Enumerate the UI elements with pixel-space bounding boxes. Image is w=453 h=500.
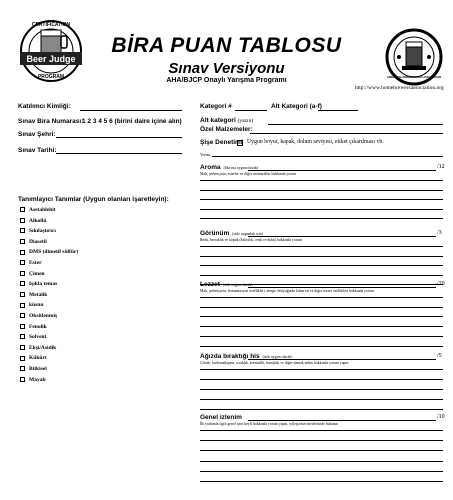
comment-line[interactable] xyxy=(200,450,443,451)
descriptor-checkbox[interactable] xyxy=(20,356,25,361)
special-ingredients-label: Özel Malzemeler: xyxy=(200,126,253,133)
descriptor-checkbox[interactable] xyxy=(20,345,25,350)
descriptor-item[interactable] xyxy=(20,324,47,330)
section-score-line[interactable] xyxy=(248,170,436,171)
descriptor-item[interactable] xyxy=(20,281,57,287)
comment-line[interactable] xyxy=(200,256,443,257)
comment-line[interactable] xyxy=(200,461,443,462)
descriptor-checkbox[interactable] xyxy=(20,260,25,265)
logo-top-text: CERTIFICATION xyxy=(31,22,71,28)
descriptor-label: Asetaldehit xyxy=(29,207,56,213)
comment-line[interactable] xyxy=(200,481,443,482)
exam-date-field[interactable] xyxy=(56,153,182,154)
descriptor-checkbox[interactable] xyxy=(20,207,25,212)
comment-line[interactable] xyxy=(200,316,443,317)
descriptor-label: Metalik xyxy=(29,291,48,298)
comment-line[interactable] xyxy=(200,218,443,219)
comment-line[interactable] xyxy=(200,379,443,380)
section-score-line[interactable] xyxy=(248,420,436,421)
section-description: Renk, berraklık ve köpük (kalıcılık, renk ve doku) hakkında yorum xyxy=(200,238,302,242)
section-heading: Görünüm (stile uygunluk için) xyxy=(200,230,264,237)
descriptor-item[interactable] xyxy=(20,292,47,298)
exam-city-field[interactable] xyxy=(56,137,182,138)
descriptor-item[interactable] xyxy=(20,249,78,255)
comment-line[interactable] xyxy=(200,369,443,370)
section-score-line[interactable] xyxy=(248,236,436,237)
descriptor-item[interactable] xyxy=(20,313,57,319)
descriptor-checkbox[interactable] xyxy=(20,239,25,244)
comment-line[interactable] xyxy=(200,209,443,210)
comment-line[interactable] xyxy=(200,346,443,347)
comment-line[interactable] xyxy=(200,297,443,298)
section-score-line[interactable] xyxy=(248,287,436,288)
exam-beer-number-options[interactable]: 1 2 3 4 5 6 (birini daire içine alın) xyxy=(82,118,182,125)
subcategory-written-field[interactable] xyxy=(268,124,443,125)
comment-field[interactable] xyxy=(212,156,443,157)
descriptors-title: Tanımlayıcı Tanımlar (Uygun olanları işaretleyin): xyxy=(18,196,169,203)
descriptor-label: Çimen xyxy=(29,270,45,277)
descriptor-item[interactable] xyxy=(20,228,56,234)
section-max-score: /20 xyxy=(437,281,445,287)
comment-line[interactable] xyxy=(200,180,443,181)
section-max-score: /10 xyxy=(437,414,445,420)
comment-label: Yorum xyxy=(200,153,211,157)
comment-line[interactable] xyxy=(200,430,443,431)
section-description: Malt, şerbetçiotu, fermantasyon özellikleri, denge, bitiş/ağızda kalan tat ve diğer lezzet özellikleri hakkında yorum xyxy=(200,289,375,293)
section-max-score: /3 xyxy=(437,230,442,236)
descriptor-label: Alkollü xyxy=(29,217,47,224)
descriptor-item[interactable] xyxy=(20,239,47,245)
comment-line[interactable] xyxy=(200,399,443,400)
comment-line[interactable] xyxy=(200,199,443,200)
comment-line[interactable] xyxy=(200,190,443,191)
category-label: Kategori # xyxy=(200,103,232,110)
special-ingredients-field[interactable] xyxy=(250,133,443,134)
section-max-score: /12 xyxy=(437,164,445,170)
descriptor-label: Solvent xyxy=(29,334,47,341)
section-description: Malt, şerbetçiotu, esterler ve diğer aromatikler hakkında yorum xyxy=(200,172,297,176)
subcategory-written-label: Alt kategori (yazın) xyxy=(200,117,254,124)
bottle-inspection-label: Şişe Denetimi xyxy=(200,139,243,146)
descriptor-checkbox[interactable] xyxy=(20,292,25,297)
section-heading: Lezzet (stile uygun olarak) xyxy=(200,281,253,288)
comment-line[interactable] xyxy=(200,471,443,472)
descriptor-item[interactable] xyxy=(20,345,56,351)
descriptor-item[interactable] xyxy=(20,355,47,361)
comment-line[interactable] xyxy=(200,389,443,390)
program-text: AHA/BJCP Onaylı Yarışma Programı xyxy=(166,77,287,84)
comment-line[interactable] xyxy=(200,409,443,410)
descriptor-label: Fenolik xyxy=(29,323,47,330)
descriptor-item[interactable] xyxy=(20,377,46,383)
exam-city-label: Sınav Şehri: xyxy=(18,131,56,138)
descriptor-checkbox[interactable] xyxy=(20,366,25,371)
bottle-inspection-desc: Uygun boyut, kapak, dolum seviyesi, etiket çıkarılması vb. xyxy=(247,139,384,145)
descriptor-checkbox[interactable] xyxy=(20,250,25,255)
bottle-inspection-checkbox[interactable] xyxy=(237,140,243,146)
descriptor-label: Diasetil xyxy=(29,238,47,245)
comment-line[interactable] xyxy=(200,440,443,441)
descriptor-checkbox[interactable] xyxy=(20,228,25,233)
descriptor-checkbox[interactable] xyxy=(20,377,25,382)
category-field[interactable] xyxy=(235,110,267,111)
section-heading: Ağızda bıraktığı his (stile uygun olarak) xyxy=(200,353,293,360)
logo-banner-text: Beer Judge xyxy=(26,54,76,64)
descriptor-item[interactable] xyxy=(20,218,46,224)
descriptor-checkbox[interactable] xyxy=(20,334,25,339)
descriptor-label: Sıkılaştırıcı xyxy=(29,228,56,235)
descriptor-label: Işıkla temas xyxy=(29,281,58,288)
descriptor-checkbox[interactable] xyxy=(20,271,25,276)
page-subtitle: Sınav Versiyonu xyxy=(168,60,285,77)
section-description: Gövde, karbonatlaşma, sıcaklık, kremsilik, buruşluk ve diğer damak tadını hakkında yorum yapın xyxy=(200,361,349,365)
descriptor-item[interactable] xyxy=(20,334,46,340)
aha-logo-text: AMERICAN HOMEBREWERS ASSOCIATION xyxy=(386,76,442,79)
participant-id-label: Katılımcı Kimliği: xyxy=(18,103,71,110)
comment-line[interactable] xyxy=(200,246,443,247)
comment-line[interactable] xyxy=(200,275,443,276)
exam-date-label: Sınav Tarihi: xyxy=(18,147,57,154)
descriptor-label: Bitkisel xyxy=(29,366,47,372)
subcategory-label: Alt Kategori (a-f) xyxy=(271,103,322,110)
descriptor-label: DMS (dimetil sülfür) xyxy=(29,249,79,256)
descriptor-label: Oksitlenmiş xyxy=(29,313,58,319)
descriptor-label: Ester xyxy=(29,260,42,266)
descriptor-label: küsnu xyxy=(29,302,44,309)
section-heading: Aroma (bkz:ma uygun olarak) xyxy=(200,164,259,171)
page-title: BİRA PUAN TABLOSU xyxy=(111,34,342,57)
section-heading: Genel izlenim xyxy=(200,414,242,421)
descriptor-checkbox[interactable] xyxy=(20,303,25,308)
url-text: http://www.homebrewersassociation.org xyxy=(355,85,444,91)
logo-bottom-text: PROGRAM xyxy=(37,74,65,80)
descriptor-item[interactable] xyxy=(20,366,47,372)
comment-line[interactable] xyxy=(200,265,443,266)
descriptor-item[interactable] xyxy=(20,302,43,308)
section-description: İlk yudumla ilgili genel içim keyfi hakkında yorum yapın, iyileştirme önerilerinde bulunun xyxy=(200,422,339,426)
comment-line[interactable] xyxy=(200,326,443,327)
participant-id-field[interactable] xyxy=(80,110,182,111)
comment-line[interactable] xyxy=(200,307,443,308)
descriptor-label: Mayalı xyxy=(29,376,46,383)
descriptor-label: Ekşi/Asidik xyxy=(29,344,57,351)
descriptor-item[interactable] xyxy=(20,207,56,213)
descriptor-label: Kükürt xyxy=(29,355,47,362)
descriptor-checkbox[interactable] xyxy=(20,324,25,329)
descriptor-checkbox[interactable] xyxy=(20,218,25,223)
section-max-score: /5 xyxy=(437,353,442,359)
section-score-line[interactable] xyxy=(248,359,436,360)
comment-line[interactable] xyxy=(200,336,443,337)
descriptor-checkbox[interactable] xyxy=(20,281,25,286)
subcategory-field[interactable] xyxy=(318,110,358,111)
descriptor-checkbox[interactable] xyxy=(20,313,25,318)
descriptor-item[interactable] xyxy=(20,271,45,277)
descriptor-item[interactable] xyxy=(20,260,42,266)
exam-beer-number-label: Sınav Bira Numarası: xyxy=(18,118,84,125)
